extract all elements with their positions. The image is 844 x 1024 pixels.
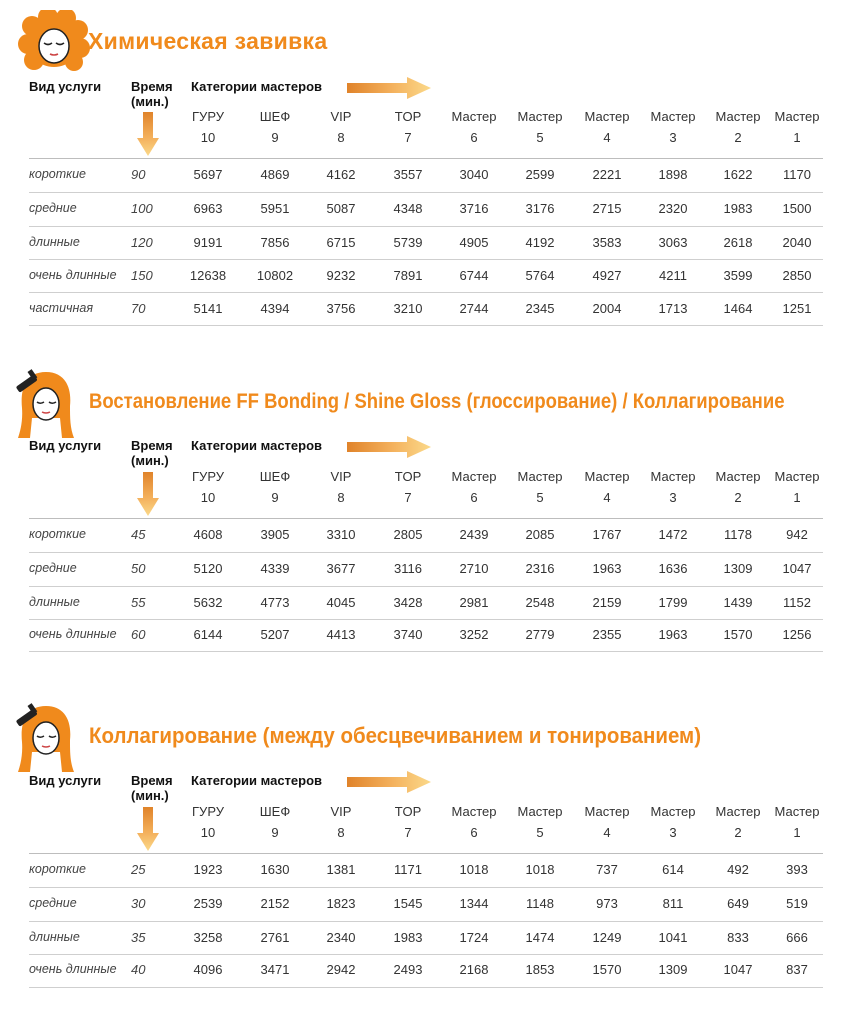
price-cell: 1047 — [782, 561, 812, 576]
category-name: Мастер — [650, 109, 696, 124]
arrow-right-icon — [347, 771, 431, 793]
time-cell: 35 — [131, 930, 146, 945]
price-cell: 6963 — [193, 201, 223, 216]
service-cell: средние — [29, 201, 77, 215]
price-cell: 3116 — [394, 561, 422, 576]
category-name: Мастер — [774, 109, 820, 124]
price-cell: 1767 — [592, 527, 622, 542]
category-number: 7 — [404, 130, 412, 145]
price-cell: 1041 — [658, 930, 688, 945]
price-cell: 4162 — [326, 167, 356, 182]
price-cell: 3210 — [393, 301, 423, 316]
category-name: ГУРУ — [192, 109, 224, 124]
price-cell: 837 — [786, 962, 808, 977]
category-number: 8 — [337, 825, 345, 840]
header-divider — [29, 853, 823, 854]
category-header — [240, 801, 310, 843]
price-cell: 1251 — [782, 301, 812, 316]
price-cell: 2168 — [459, 962, 489, 977]
category-number: 3 — [669, 130, 677, 145]
category-header — [306, 801, 376, 843]
time-cell: 25 — [131, 862, 146, 877]
time-header-line1: Время — [131, 438, 173, 453]
price-cell: 4348 — [393, 201, 423, 216]
category-number: 2 — [734, 825, 742, 840]
row-divider — [29, 921, 823, 922]
price-cell: 9191 — [193, 235, 223, 250]
price-cell: 4394 — [260, 301, 290, 316]
time-cell: 60 — [131, 627, 146, 642]
category-number: 7 — [404, 490, 412, 505]
price-cell: 3428 — [393, 595, 423, 610]
time-cell: 50 — [131, 561, 146, 576]
category-number: 4 — [603, 130, 611, 145]
price-cell: 666 — [786, 930, 808, 945]
price-cell: 1018 — [525, 862, 555, 877]
price-cell: 2981 — [459, 595, 489, 610]
price-cell: 649 — [727, 896, 749, 911]
price-cell: 3310 — [326, 527, 356, 542]
service-cell: длинные — [29, 595, 80, 609]
service-header: Вид услуги — [29, 438, 102, 453]
service-cell: частичная — [29, 301, 94, 315]
section-title: Востановление FF Bonding / Shine Gloss (глоссирование) / Коллагирование — [89, 389, 785, 413]
category-name: Мастер — [650, 469, 696, 484]
price-cell: 4045 — [326, 595, 356, 610]
service-cell: очень длинные — [29, 962, 117, 976]
price-cell: 393 — [786, 862, 808, 877]
time-cell: 40 — [131, 962, 146, 977]
price-cell: 4869 — [260, 167, 290, 182]
price-cell: 7891 — [393, 268, 423, 283]
category-number: 1 — [793, 490, 801, 505]
service-cell: короткие — [29, 862, 86, 876]
price-cell: 2085 — [525, 527, 555, 542]
price-cell: 5739 — [393, 235, 423, 250]
category-header — [173, 801, 243, 843]
price-cell: 5632 — [193, 595, 223, 610]
category-name: Мастер — [584, 804, 630, 819]
categories-header: Категории мастеров — [191, 79, 323, 94]
arrow-down-icon — [137, 807, 159, 851]
price-cell: 2805 — [393, 527, 423, 542]
price-cell: 4211 — [659, 268, 687, 283]
section-title: Химическая завивка — [88, 28, 328, 54]
price-cell: 2618 — [723, 235, 753, 250]
price-cell: 4905 — [459, 235, 489, 250]
price-cell: 2355 — [592, 627, 622, 642]
price-cell: 4927 — [592, 268, 622, 283]
price-cell: 1148 — [526, 896, 554, 911]
category-name: Мастер — [517, 804, 563, 819]
price-cell: 5697 — [193, 167, 223, 182]
time-header-line1: Время — [131, 773, 173, 788]
price-cell: 5764 — [525, 268, 555, 283]
category-name: Мастер — [451, 804, 497, 819]
categories-header: Категории мастеров — [191, 438, 323, 453]
time-header — [131, 773, 173, 803]
time-cell: 90 — [131, 167, 146, 182]
price-cell: 3599 — [723, 268, 753, 283]
price-cell: 1256 — [782, 627, 812, 642]
price-cell: 6144 — [193, 627, 223, 642]
category-number: 4 — [603, 490, 611, 505]
category-name: ШЕФ — [259, 804, 291, 819]
price-cell: 973 — [596, 896, 618, 911]
price-cell: 5141 — [193, 301, 223, 316]
price-cell: 5207 — [260, 627, 290, 642]
price-cell: 1898 — [658, 167, 688, 182]
price-cell: 1474 — [525, 930, 555, 945]
time-cell: 45 — [131, 527, 146, 542]
price-cell: 9232 — [326, 268, 356, 283]
price-cell: 1309 — [658, 962, 688, 977]
category-number: 6 — [470, 130, 478, 145]
service-cell: очень длинные — [29, 268, 117, 282]
service-cell: средние — [29, 896, 77, 910]
price-cell: 1799 — [658, 595, 688, 610]
category-name: Мастер — [517, 109, 563, 124]
price-cell: 1853 — [525, 962, 555, 977]
category-number: 6 — [470, 825, 478, 840]
category-number: 2 — [734, 130, 742, 145]
category-name: VIP — [330, 469, 352, 484]
category-number: 6 — [470, 490, 478, 505]
price-cell: 2710 — [459, 561, 489, 576]
price-cell: 3740 — [393, 627, 423, 642]
price-cell: 3756 — [326, 301, 356, 316]
row-divider — [29, 887, 823, 888]
price-cell: 1983 — [723, 201, 753, 216]
category-number: 3 — [669, 825, 677, 840]
category-name: Мастер — [650, 804, 696, 819]
price-cell: 614 — [662, 862, 684, 877]
price-cell: 3258 — [193, 930, 223, 945]
time-cell: 70 — [131, 301, 146, 316]
price-cell: 1963 — [658, 627, 688, 642]
price-cell: 1309 — [723, 561, 753, 576]
price-cell: 1983 — [393, 930, 423, 945]
price-cell: 1500 — [782, 201, 812, 216]
category-number: 5 — [536, 825, 544, 840]
category-name: VIP — [330, 109, 352, 124]
category-name: Мастер — [774, 804, 820, 819]
price-cell: 2744 — [459, 301, 489, 316]
category-number: 10 — [200, 130, 216, 145]
price-cell: 1152 — [783, 595, 811, 610]
price-cell: 3905 — [260, 527, 290, 542]
category-number: 5 — [536, 490, 544, 505]
category-number: 1 — [793, 130, 801, 145]
category-name: ШЕФ — [259, 109, 291, 124]
price-cell: 811 — [662, 896, 684, 911]
price-cell: 3677 — [326, 561, 356, 576]
category-header — [373, 801, 443, 843]
price-cell: 3040 — [459, 167, 489, 182]
category-number: 7 — [404, 825, 412, 840]
price-cell: 2715 — [592, 201, 622, 216]
price-cell: 3583 — [592, 235, 622, 250]
category-name: Мастер — [517, 469, 563, 484]
category-number: 3 — [669, 490, 677, 505]
price-cell: 3252 — [459, 627, 489, 642]
price-cell: 2493 — [393, 962, 423, 977]
category-name: TOP — [394, 804, 422, 819]
price-cell: 2539 — [193, 896, 223, 911]
price-cell: 4773 — [260, 595, 290, 610]
price-cell: 2316 — [525, 561, 555, 576]
price-cell: 1622 — [723, 167, 753, 182]
price-cell: 2159 — [592, 595, 622, 610]
category-name: Мастер — [774, 469, 820, 484]
category-number: 10 — [200, 490, 216, 505]
price-cell: 4608 — [193, 527, 223, 542]
category-name: ШЕФ — [259, 469, 291, 484]
category-name: TOP — [394, 109, 422, 124]
price-cell: 3176 — [525, 201, 555, 216]
price-cell: 1439 — [723, 595, 753, 610]
time-header-line2: (мин.) — [131, 94, 169, 109]
price-cell: 2761 — [260, 930, 290, 945]
price-cell: 1170 — [783, 167, 811, 182]
category-name: Мастер — [584, 109, 630, 124]
category-name: Мастер — [451, 109, 497, 124]
price-cell: 2340 — [326, 930, 356, 945]
time-header-line1: Время — [131, 79, 173, 94]
category-header — [762, 801, 832, 843]
category-header — [572, 801, 642, 843]
price-cell: 1570 — [723, 627, 753, 642]
category-number: 8 — [337, 130, 345, 145]
price-cell: 1636 — [658, 561, 688, 576]
price-cell: 942 — [786, 527, 808, 542]
time-cell: 100 — [131, 201, 153, 216]
price-cell: 1171 — [394, 862, 422, 877]
category-name: Мастер — [584, 469, 630, 484]
price-cell: 1724 — [459, 930, 489, 945]
service-cell: длинные — [29, 235, 80, 249]
price-cell: 4413 — [326, 627, 356, 642]
price-cell: 2850 — [782, 268, 812, 283]
row-divider — [29, 954, 823, 955]
category-name: ГУРУ — [192, 469, 224, 484]
service-header: Вид услуги — [29, 79, 102, 94]
category-name: VIP — [330, 804, 352, 819]
price-cell: 2221 — [592, 167, 622, 182]
category-number: 9 — [271, 825, 279, 840]
price-cell: 3716 — [459, 201, 489, 216]
price-cell: 4096 — [193, 962, 223, 977]
price-cell: 1630 — [260, 862, 290, 877]
price-cell: 5120 — [193, 561, 223, 576]
category-header — [638, 801, 708, 843]
category-name: Мастер — [715, 109, 761, 124]
time-cell: 150 — [131, 268, 153, 283]
category-number: 10 — [200, 825, 216, 840]
price-cell: 1472 — [658, 527, 688, 542]
price-cell: 2004 — [592, 301, 622, 316]
category-name: Мастер — [715, 469, 761, 484]
service-header: Вид услуги — [29, 773, 102, 788]
time-header-line2: (мин.) — [131, 788, 169, 803]
price-cell: 1963 — [592, 561, 622, 576]
hair-brush-woman-icon — [14, 702, 78, 774]
category-number: 8 — [337, 490, 345, 505]
section-title: Коллагирование (между обесцвечиванием и тонированием) — [89, 723, 702, 748]
category-number: 2 — [734, 490, 742, 505]
category-header — [505, 801, 575, 843]
price-cell: 3557 — [393, 167, 423, 182]
price-cell: 1178 — [724, 527, 752, 542]
service-cell: очень длинные — [29, 627, 117, 641]
price-cell: 519 — [786, 896, 808, 911]
price-cell: 5087 — [326, 201, 356, 216]
price-cell: 2548 — [525, 595, 555, 610]
category-name: ГУРУ — [192, 804, 224, 819]
price-cell: 1713 — [658, 301, 688, 316]
category-header — [439, 801, 509, 843]
price-cell: 3063 — [658, 235, 688, 250]
category-number: 9 — [271, 490, 279, 505]
category-number: 1 — [793, 825, 801, 840]
time-cell: 55 — [131, 595, 146, 610]
price-cell: 2040 — [782, 235, 812, 250]
price-cell: 1047 — [723, 962, 753, 977]
price-cell: 2599 — [525, 167, 555, 182]
price-cell: 2779 — [525, 627, 555, 642]
service-cell: средние — [29, 561, 77, 575]
categories-header: Категории мастеров — [191, 773, 323, 788]
price-cell: 1823 — [326, 896, 356, 911]
price-cell: 1249 — [592, 930, 622, 945]
price-cell: 12638 — [189, 268, 227, 283]
price-cell: 2152 — [260, 896, 290, 911]
price-cell: 2942 — [326, 962, 356, 977]
price-cell: 492 — [727, 862, 749, 877]
price-cell: 1018 — [459, 862, 489, 877]
price-cell: 1464 — [723, 301, 753, 316]
price-cell: 2345 — [525, 301, 555, 316]
time-header-line2: (мин.) — [131, 453, 169, 468]
price-cell: 7856 — [260, 235, 290, 250]
price-cell: 1381 — [326, 862, 356, 877]
time-cell: 30 — [131, 896, 146, 911]
price-cell: 4192 — [525, 235, 555, 250]
row-divider — [29, 987, 823, 988]
price-cell: 1923 — [193, 862, 223, 877]
category-number: 9 — [271, 130, 279, 145]
price-cell: 833 — [727, 930, 749, 945]
time-cell: 120 — [131, 235, 153, 250]
category-number: 4 — [603, 825, 611, 840]
category-name: Мастер — [451, 469, 497, 484]
category-number: 5 — [536, 130, 544, 145]
category-name: TOP — [394, 469, 422, 484]
price-cell: 6715 — [326, 235, 356, 250]
service-cell: короткие — [29, 527, 86, 541]
price-cell: 2439 — [459, 527, 489, 542]
price-cell: 6744 — [459, 268, 489, 283]
price-cell: 1344 — [459, 896, 489, 911]
price-cell: 4339 — [260, 561, 290, 576]
price-cell: 737 — [596, 862, 618, 877]
service-cell: короткие — [29, 167, 86, 181]
service-cell: длинные — [29, 930, 80, 944]
price-cell: 5951 — [260, 201, 290, 216]
price-cell: 1545 — [393, 896, 423, 911]
price-cell: 3471 — [260, 962, 290, 977]
category-name: Мастер — [715, 804, 761, 819]
price-cell: 10802 — [256, 268, 294, 283]
price-cell: 2320 — [658, 201, 688, 216]
price-cell: 1570 — [592, 962, 622, 977]
